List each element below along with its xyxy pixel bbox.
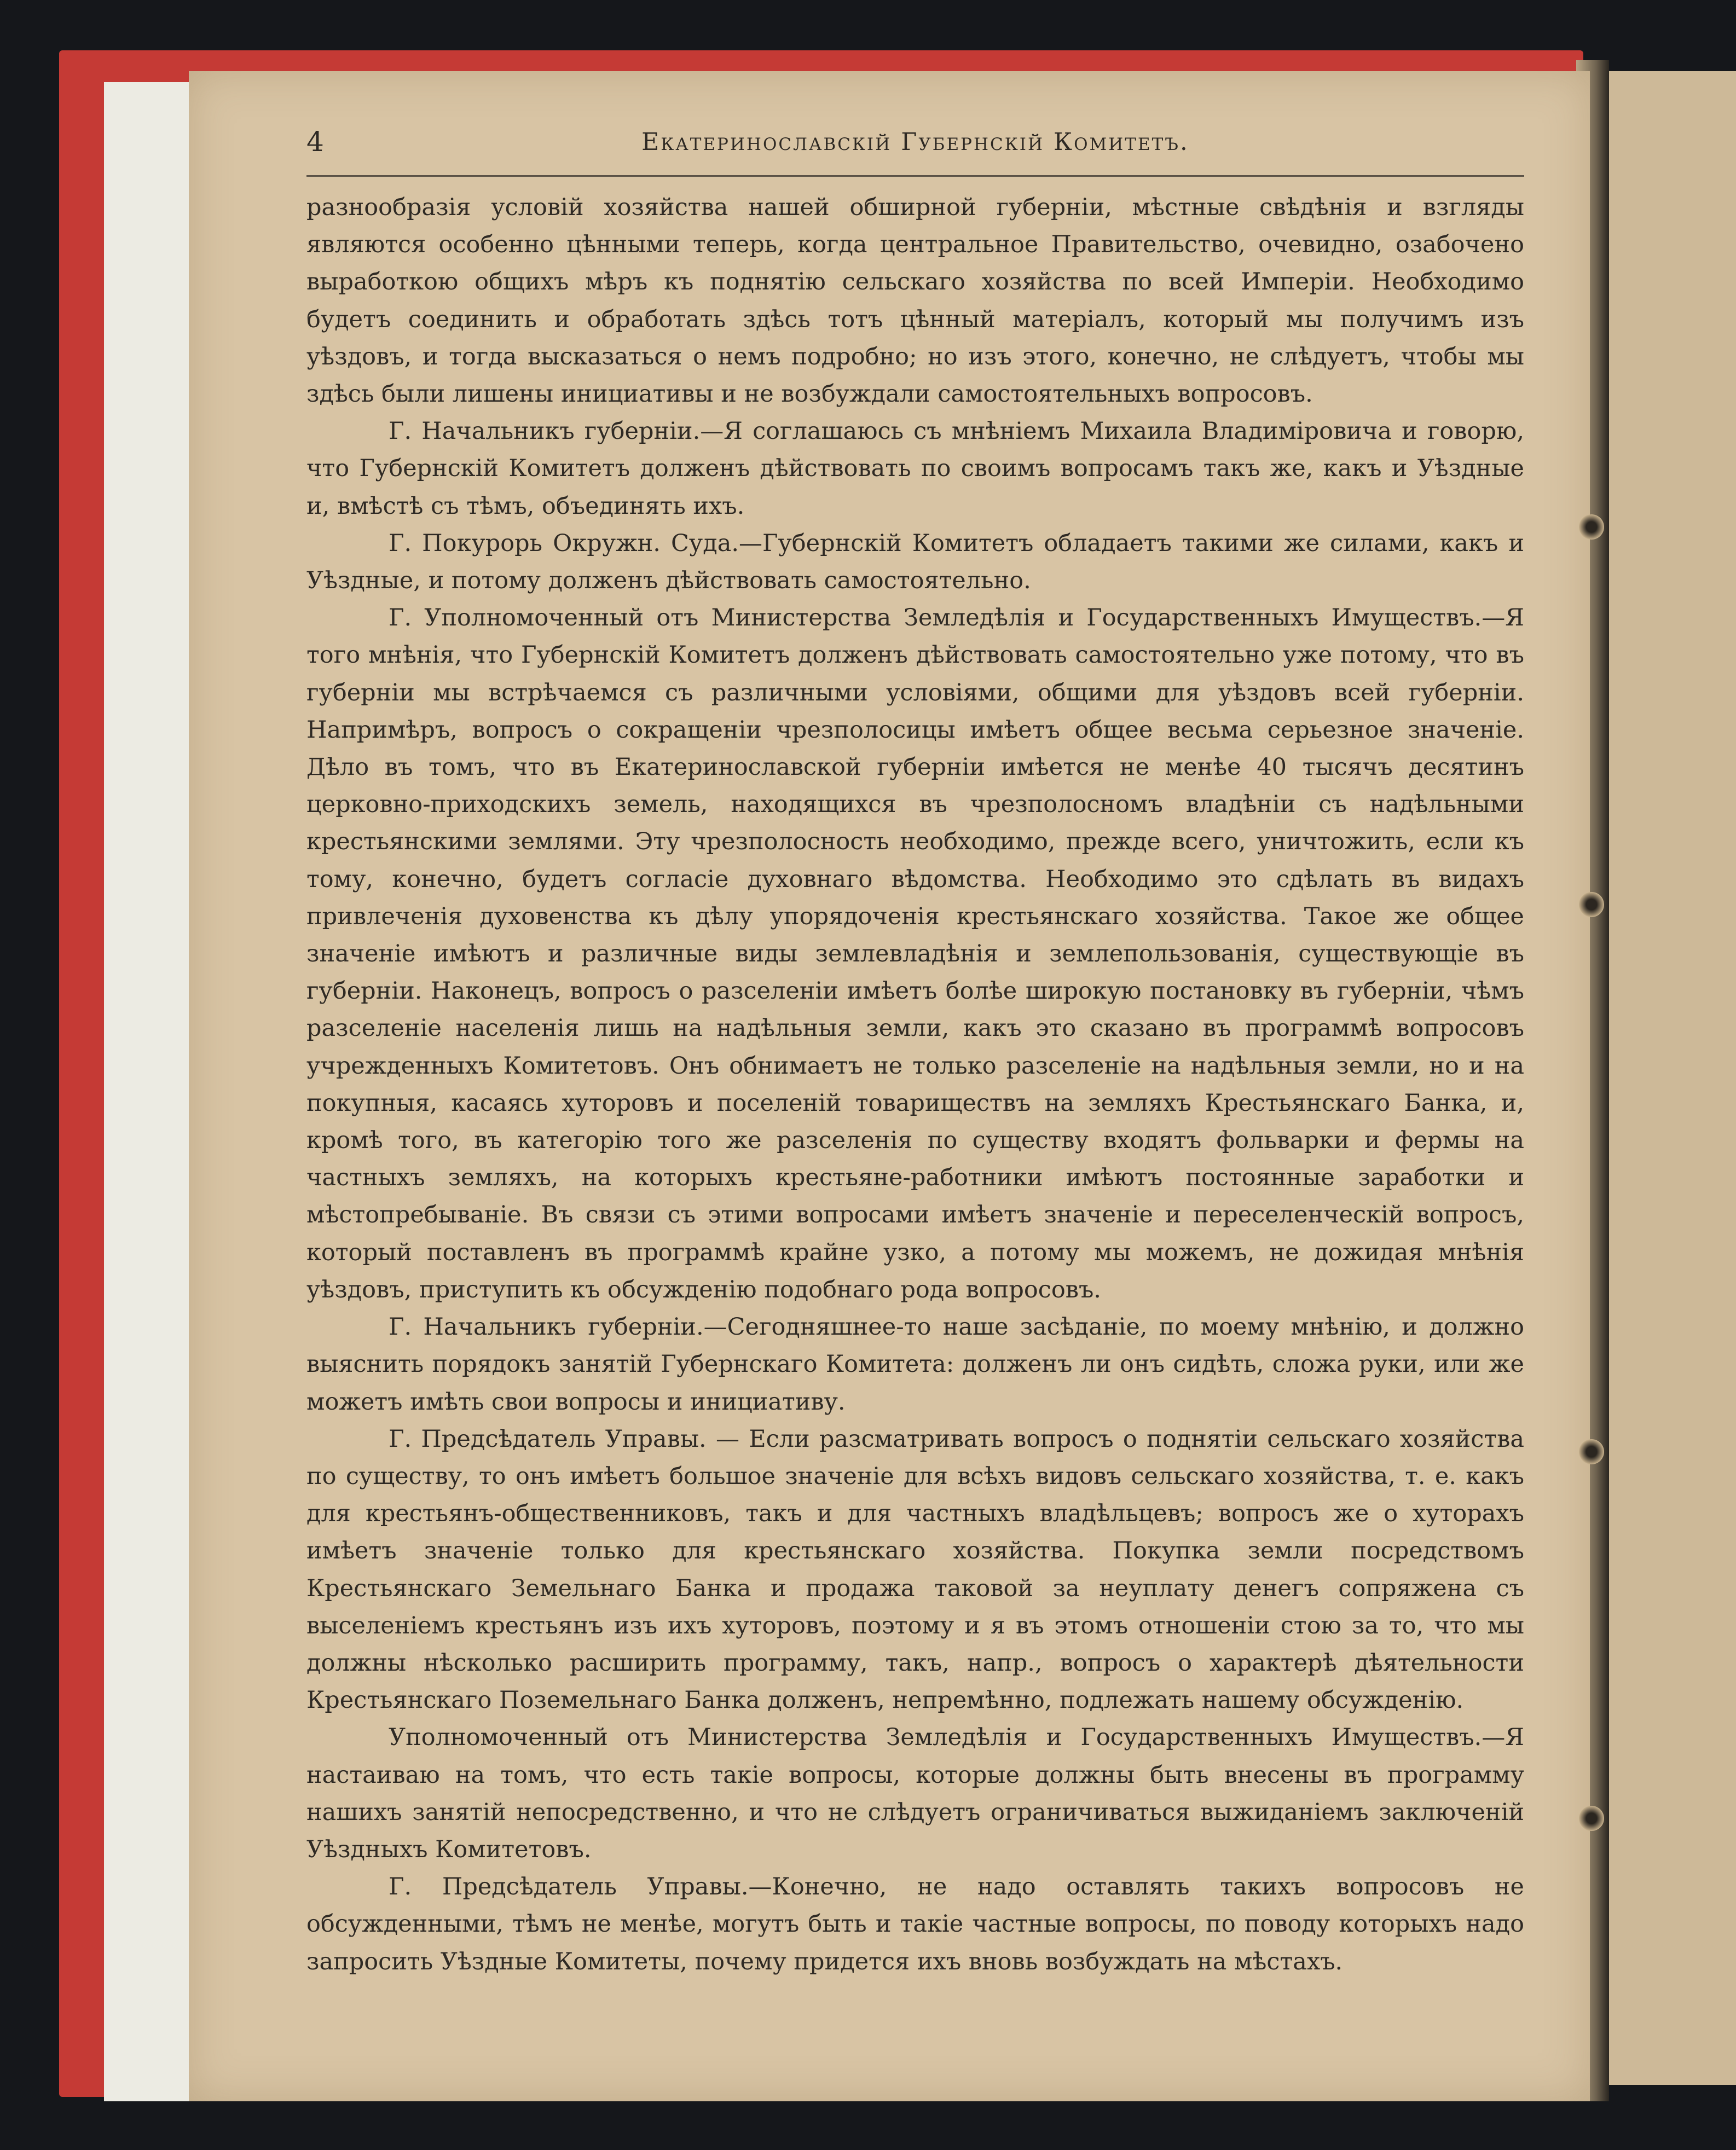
next-page-edge [1601, 71, 1736, 2085]
binding-hole [1579, 514, 1604, 540]
paragraph: Г. Начальникъ губерніи.—Сегодняшнее-то наше засѣданіе, по моему мнѣнію, и должно выяснить порядокъ занятій Губернскаго Комитета: долженъ ли онъ сидѣть, сложа руки, или же можетъ имѣть свои вопросы и инициативу. [306, 1313, 1524, 1416]
binding-hole [1579, 1806, 1604, 1831]
page-header [306, 126, 1524, 177]
cover-edge [104, 82, 192, 2101]
paragraph: Уполномоченный отъ Министерства Земледѣлія и Государственныхъ Имуществъ.—Я настаиваю на томъ, что есть такіе вопросы, которые должны быть внесены въ программу нашихъ занятій непосредственно, и что не слѣдуетъ ограничиваться выжиданіемъ заключеній Уѣздныхъ Комитетовъ. [306, 1724, 1524, 1863]
binding-hole [1579, 1439, 1604, 1464]
binding-hole [1579, 892, 1604, 917]
paragraph: Г. Покурорь Окружн. Суда.—Губернскій Комитетъ обладаетъ такими же силами, какъ и Уѣздные, и потому долженъ дѣйствовать самостоятельно. [306, 529, 1524, 595]
paragraph: Г. Уполномоченный отъ Министерства Земледѣлія и Государственныхъ Имуществъ.—Я того мнѣнія, что Губернскій Комитетъ долженъ дѣйствовать самостоятельно уже потому, что въ губерніи мы встрѣчаемся съ различными условіями, общими для уѣздовъ всей губерніи. Напримѣръ, вопросъ о сокращеніи чрезполосицы имѣетъ общее весьма серьезное значеніе. Дѣло въ томъ, что въ Екатеринославской губерніи имѣется не менѣе 40 тысячъ десятинъ церковно-приходскихъ земель, находящихся въ чрезполосномъ владѣніи съ надѣльными крестьянскими землями. Эту чрезполосность необходимо, прежде всего, уничтожить, если къ тому, конечно, будетъ согласіе духовнаго вѣдомства. Необходимо это сдѣлать въ видахъ привлеченія духовенства къ дѣлу упорядоченія крестьянскаго хозяйства. Такое же общее значеніе имѣютъ и различные виды землевладѣнія и землепользованія, существующіе въ губерніи. Наконецъ, вопросъ о разселеніи имѣетъ болѣе широкую постановку въ губерніи, чѣмъ разселеніе населенія лишь на надѣльныя земли, какъ это сказано въ программѣ вопросовъ учрежденныхъ Комитетовъ. Онъ обнимаетъ не только разселеніе на надѣльныя земли, но и на покупныя, касаясь хуторовъ и поселеній товариществъ на земляхъ Крестьянскаго Банка, и, кромѣ того, въ категорію того же разселенія по существу входятъ фольварки и фермы на частныхъ земляхъ, на которыхъ крестьяне-работники имѣютъ постоянные заработки и мѣстопребываніе. Въ связи съ этими вопросами имѣетъ значеніе и переселенческій вопросъ, который поставленъ въ программѣ крайне узко, а потому мы можемъ, не дожидая мнѣнія уѣздовъ, приступить къ обсужденію подобнаго рода вопросовъ. [306, 604, 1524, 1303]
paragraph: Г. Начальникъ губерніи.—Я соглашаюсь съ мнѣніемъ Михаила Владиміровича и говорю, что Губернскій Комитетъ долженъ дѣйствовать по своимъ вопросамъ такъ же, какъ и Уѣздные и, вмѣстѣ съ тѣмъ, объединять ихъ. [306, 418, 1524, 520]
paragraph: разнообразія условій хозяйства нашей обширной губерніи, мѣстные свѣдѣнія и взгляды являются особенно цѣнными теперь, когда центральное Правительство, очевидно, озабочено выработкою общихъ мѣръ къ поднятію сельскаго хозяйства по всей Имперіи. Необходимо будетъ соединить и обработать здѣсь тотъ цѣнный матеріалъ, который мы получимъ изъ уѣздовъ, и тогда высказаться о немъ подробно; но изъ этого, конечно, не слѣдуетъ, чтобы мы здѣсь были лишены инициативы и не возбуждали самостоятельныхъ вопросовъ. [306, 194, 1524, 408]
page-number: 4 [306, 126, 324, 158]
running-title: Екатеринославскій Губернскій Комитетъ. [641, 128, 1189, 156]
body-text [306, 189, 1524, 1980]
book-page [189, 71, 1590, 2101]
paragraph: Г. Предсѣдатель Управы. — Если разсматривать вопросъ о поднятіи сельскаго хозяйства по существу, то онъ имѣетъ большое значеніе для всѣхъ видовъ сельскаго хозяйства, т. е. какъ для крестьянъ-общественниковъ, такъ и для частныхъ владѣльцевъ; вопросъ же о хуторахъ имѣетъ значеніе только для крестьянскаго хозяйства. Покупка земли посредствомъ Крестьянскаго Земельнаго Банка и продажа таковой за неуплату денегъ сопряжена съ выселеніемъ крестьянъ изъ ихъ хуторовъ, поэтому и я въ этомъ отношеніи стою за то, что мы должны нѣсколько расширить программу, такъ, напр., вопросъ о характерѣ дѣятельности Крестьянскаго Поземельнаго Банка долженъ, непремѣнно, подлежать нашему обсужденію. [306, 1425, 1524, 1714]
paragraph: Г. Предсѣдатель Управы.—Конечно, не надо оставлять такихъ вопросовъ не обсужденными, тѣмъ не менѣе, могутъ быть и такіе частные вопросы, по поводу которыхъ надо запросить Уѣздные Комитеты, почему придется ихъ вновь возбуждать на мѣстахъ. [306, 1873, 1524, 1975]
